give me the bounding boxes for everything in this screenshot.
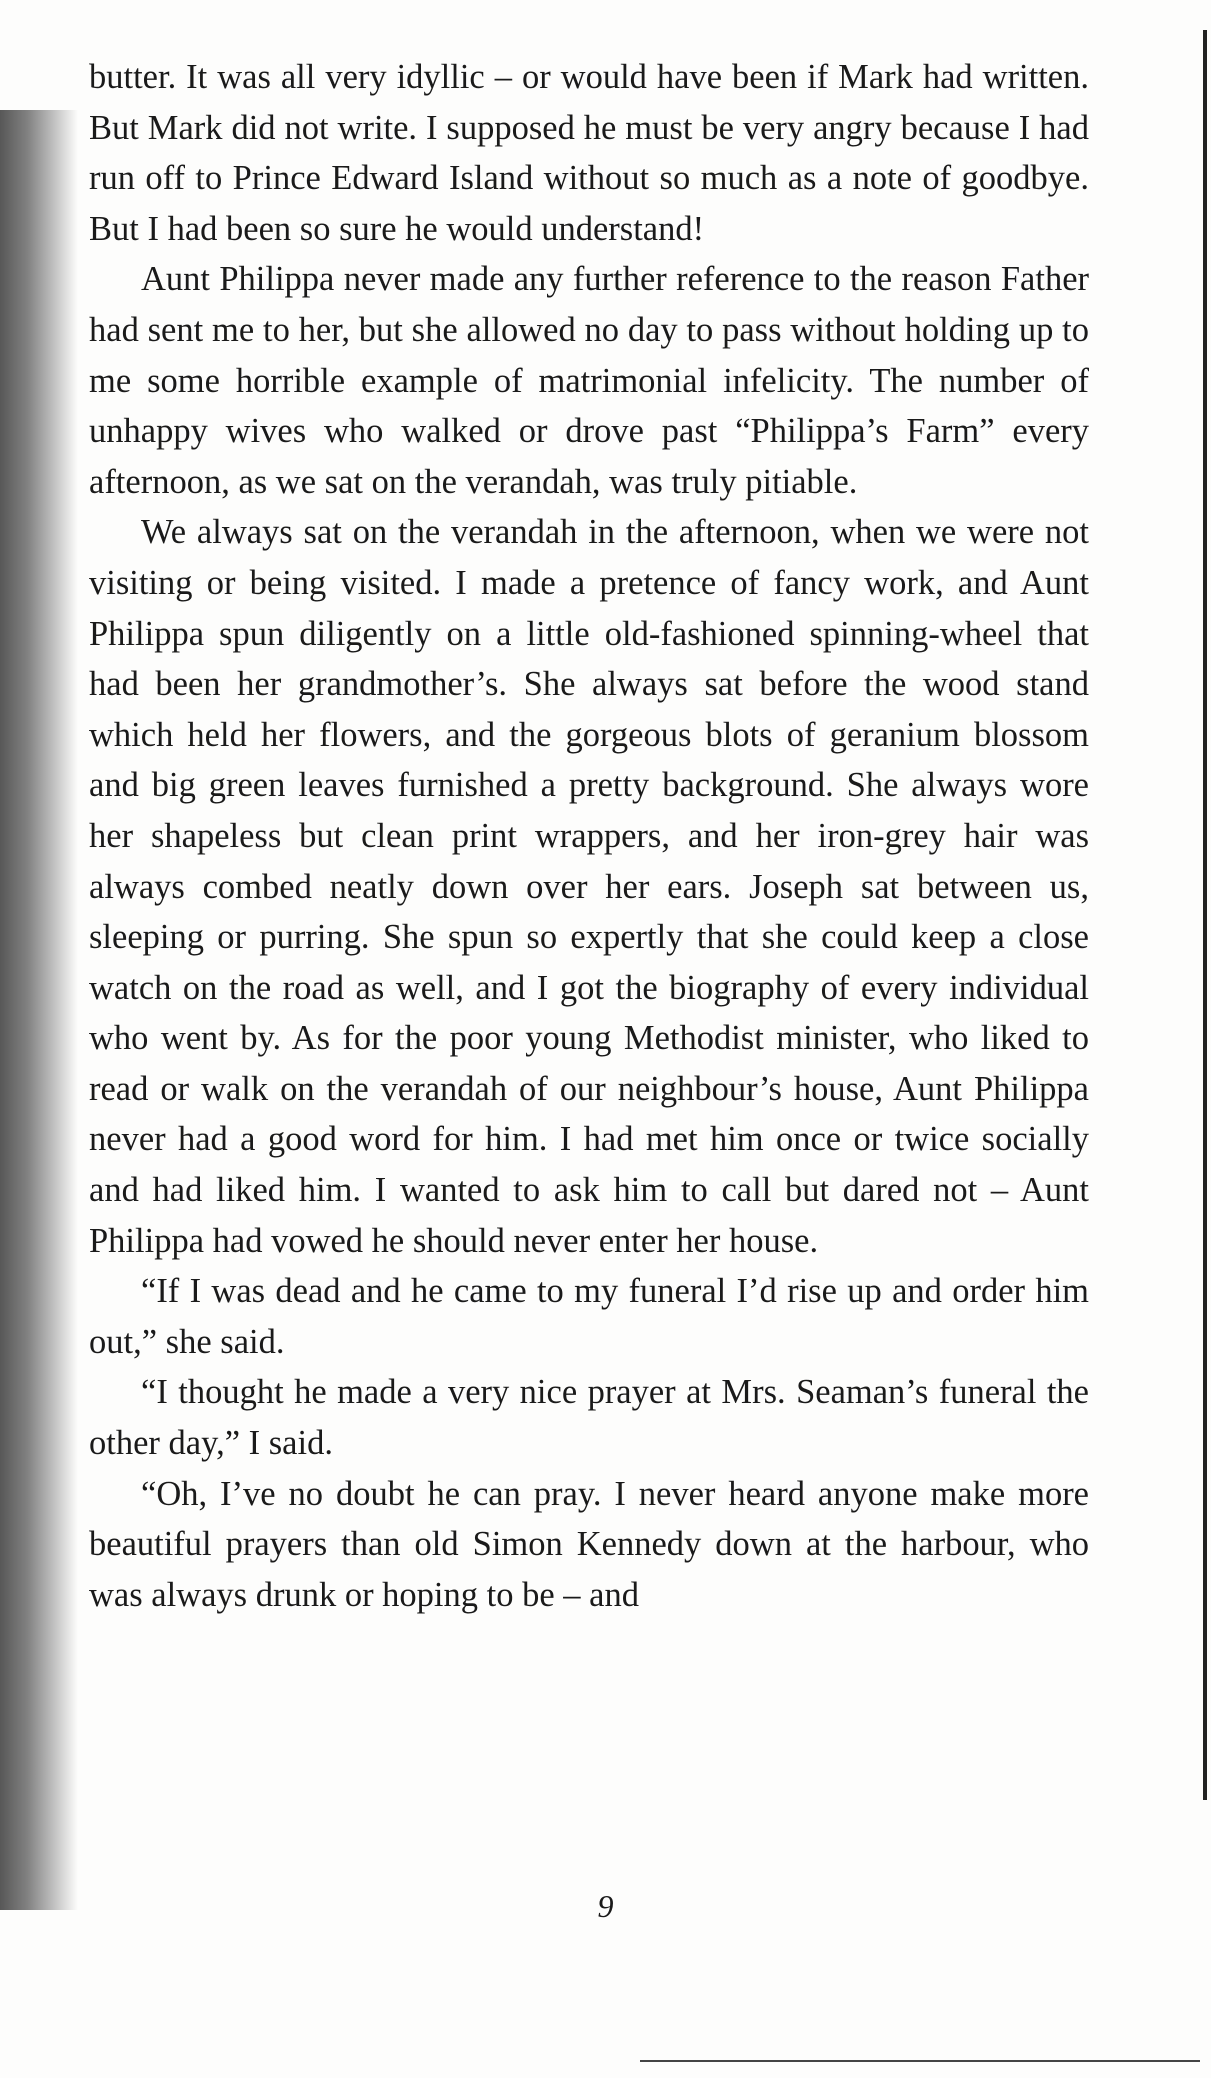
paragraph-6: “Oh, I’ve no doubt he can pray. I never heard anyone make more beautiful prayers than old Simon Kennedy down at the harbour, who was always drunk or hoping to be – and bbox=[89, 1474, 1089, 1614]
paragraph-2: Aunt Philippa never made any further reference to the reason Father had sent me to her, but she allowed no day to pass without holding up to me some horrible example of matrimonial infelicity. The number of unhappy wives who walked or drove past “Philippa’s Farm” every afternoon, as we sat on the verandah, was truly pitiable. bbox=[89, 260, 1089, 501]
bottom-scan-rule bbox=[640, 2060, 1200, 2062]
body-text bbox=[89, 52, 1089, 1620]
paragraph-5: “I thought he made a very nice prayer at Mrs. Seaman’s funeral the other day,” I said. bbox=[89, 1373, 1089, 1463]
page-edge-line bbox=[1203, 30, 1207, 1800]
binding-gutter-shadow bbox=[0, 110, 78, 1910]
paragraph-1: butter. It was all very idyllic – or would have been if Mark had written. But Mark did not write. I supposed he must be very angry because I had run off to Prince Edward Island without so much as a note of goodbye. But I had been so sure he would understand! bbox=[89, 58, 1089, 248]
page-number: 9 bbox=[597, 1888, 614, 1924]
paragraph-3: We always sat on the verandah in the afternoon, when we were not visiting or being visited. I made a pretence of fancy work, and Aunt Philippa spun diligently on a little old-fashioned spinning-wheel that had been her grandmother’s. She always sat before the wood stand which held her flowers, and the gorgeous blots of geranium blossom and big green leaves furnished a pretty background. She always wore her shapeless but clean print wrappers, and her iron-grey hair was always combed neatly down over her ears. Joseph sat between us, sleeping or purring. She spun so expertly that she could keep a close watch on the road as well, and I got the biography of every individual who went by. As for the poor young Methodist minister, who liked to read or walk on the verandah of our neighbour’s house, Aunt Philippa never had a good word for him. I had met him once or twice socially and had liked him. I wanted to ask him to call but dared not – Aunt Philippa had vowed he should never enter her house. bbox=[89, 513, 1089, 1260]
paragraph-4: “If I was dead and he came to my funeral I’d rise up and order him out,” she said. bbox=[89, 1272, 1089, 1361]
